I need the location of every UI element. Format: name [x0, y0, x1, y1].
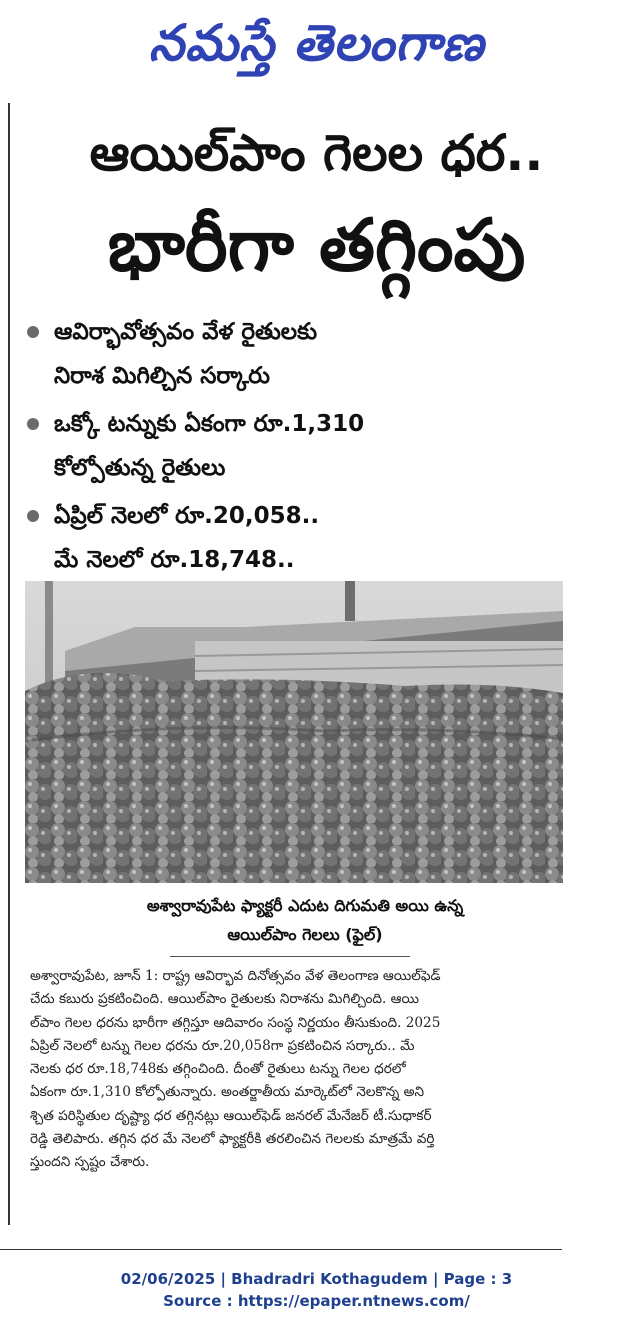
article-line: ఏప్రిల్ నెలలో టన్ను గెలల ధరను రూ.20,058గా ప్రకటించిన సర్కారు.. మే [30, 1037, 415, 1054]
photo-caption-line-1: అశ్వారావుపేట ఫ్యాక్టరీ ఎదుట దిగుమతి అయి ఉన్న [146, 896, 464, 915]
bullet-item [24, 402, 584, 490]
footer-source-link[interactable]: Source : https://epaper.ntnews.com/ [163, 1292, 470, 1310]
article-line: నెలకు ధర రూ.18,748కు తగ్గించింది. దీంతో రైతులు టన్ను గెలల ధరలో [30, 1061, 406, 1078]
article-line: చేదు కబురు ప్రకటించింది. ఆయిల్‌పాం రైతులకు నిరాశను మిగిల్చింది. ఆయి [30, 991, 419, 1008]
bullet-item [24, 494, 584, 582]
article-body [30, 965, 564, 1175]
article-line: ల్‌పాం గెలల ధరను భారీగా తగ్గిస్తూ ఆదివారం సంస్థ నిర్ణయం తీసుకుంది. 2025 [30, 1014, 441, 1031]
article-line: ఏకంగా రూ.1,310 కోల్పోతున్నారు. అంతర్జాతీయ మార్కెట్‌లో నెలకొన్న అని [30, 1084, 424, 1101]
article-line: శ్చిత పరిస్థితుల దృష్ట్యా ధర తగ్గినట్లు ఆయిల్‌ఫెడ్ జనరల్ మేనేజర్ టీ.సుధాకర్ [30, 1107, 432, 1124]
article-line: అశ్వారావుపేట, జూన్ 1: రాష్ట్ర ఆవిర్భావ దినోత్సవం వేళ తెలంగాణ ఆయిల్‌ఫెడ్ [30, 968, 441, 984]
news-photo [25, 581, 563, 883]
bullet-dot-icon [27, 510, 39, 522]
oil-palm-factory-photo [25, 581, 563, 883]
photo-caption-line-2: ఆయిల్‌పాం గెలలు (ఫైల్) [227, 925, 383, 944]
caption-divider [170, 956, 410, 957]
left-column-rule [8, 103, 10, 1225]
bullet-line: మే నెలలో రూ.18,748.. [54, 547, 295, 573]
bullet-line: ఒక్కో టన్నుకు ఏకంగా రూ.1,310 [54, 411, 365, 437]
bullet-item [24, 310, 584, 398]
footer-divider [0, 1249, 562, 1250]
bullet-line: ఏప్రిల్ నెలలో రూ.20,058.. [54, 503, 320, 529]
bullet-list [24, 310, 584, 586]
footer-edition-info: 02/06/2025 | Bhadradri Kothagudem | Page : 3 [120, 1270, 513, 1288]
masthead-logo: నమస్తే తెలంగాణ [148, 13, 485, 72]
headline-line-1: ఆయిల్‌పాం గెలల ధర.. [89, 124, 544, 182]
headline-line-2: భారీగా తగ్గింపు [107, 203, 526, 287]
bullet-line: ఆవిర్భావోత్సవం వేళ రైతులకు [54, 319, 318, 345]
article-line: స్తుందని స్పష్టం చేశారు. [30, 1154, 150, 1171]
bullet-line: నిరాశ మిగిల్చిన సర్కారు [54, 363, 270, 389]
bullet-dot-icon [27, 326, 39, 338]
bullet-line: కోల్పోతున్న రైతులు [54, 455, 226, 481]
bullet-dot-icon [27, 418, 39, 430]
article-line: రెడ్డి తెలిపారు. తగ్గిన ధర మే నెలలో ఫ్యాక్టరీకి తరలించిన గెలలకు మాత్రమే వర్తి [30, 1131, 435, 1148]
